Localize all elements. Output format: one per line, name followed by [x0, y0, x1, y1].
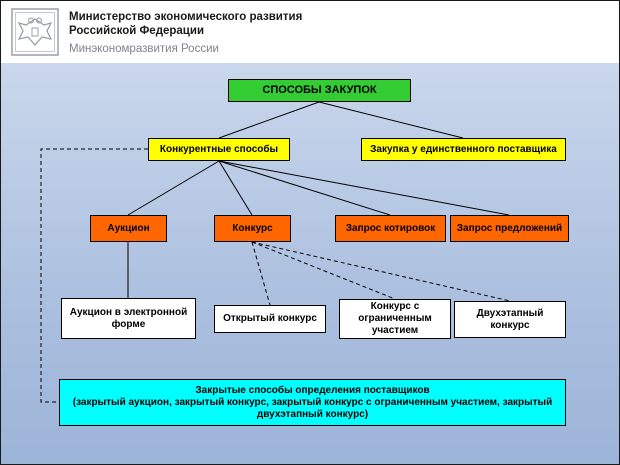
connector-competitive-to-tender — [219, 161, 252, 215]
connector-competitive-to-closed-methods — [41, 149, 148, 402]
box-quote-request — [335, 215, 446, 242]
connector-root-to-competitive — [219, 102, 319, 138]
box-limited-participation-tender-label: Конкурс с ограниченным участием — [358, 301, 432, 336]
ministry-emblem-icon — [11, 8, 59, 56]
box-tender-label: Конкурс — [232, 222, 273, 234]
ministry-short-name: Минэкономразвития России — [69, 43, 219, 55]
box-procurement-methods — [228, 79, 411, 102]
box-open-tender — [214, 305, 326, 333]
header — [1, 1, 619, 63]
connector-competitive-to-auction — [128, 161, 219, 215]
box-limited-participation-tender — [339, 299, 451, 339]
diagram-canvas — [1, 63, 620, 465]
box-electronic-auction — [61, 298, 196, 339]
box-proposal-request-label: Запрос предложений — [456, 222, 563, 234]
box-competitive-methods-label: Конкурентные способы — [159, 143, 279, 155]
box-single-supplier-purchase-label: Закупка у единственного поставщика — [370, 143, 557, 155]
connector-tender-to-two-stage-tender — [252, 242, 510, 301]
box-proposal-request — [450, 215, 569, 242]
box-tender — [214, 215, 291, 242]
box-closed-methods — [59, 379, 566, 426]
ministry-name-line2: Российской Федерации — [69, 25, 205, 37]
box-single-supplier-purchase — [361, 138, 566, 161]
box-procurement-methods-label: СПОСОБЫ ЗАКУПОК — [262, 83, 377, 96]
connector-tender-to-limited-tender — [252, 242, 395, 299]
box-electronic-auction-label: Аукцион в электронной форме — [69, 306, 188, 330]
ministry-name-line1: Министерство экономического развития — [69, 11, 303, 23]
box-auction-label: Аукцион — [107, 222, 150, 234]
box-auction — [90, 215, 167, 242]
box-open-tender-label: Открытый конкурс — [223, 313, 317, 324]
box-closed-methods-title: Закрытые способы определения поставщиков — [195, 384, 430, 396]
box-competitive-methods — [148, 138, 290, 161]
connector-root-to-single-supplier — [319, 102, 463, 138]
box-two-stage-tender-label: Двухэтапный конкурс — [476, 307, 544, 331]
box-closed-methods-detail: (закрытый аукцион, закрытый конкурс, закрытый конкурс с ограниченным участием, закрытый двухэтапный конкурс) — [72, 396, 553, 420]
connector-tender-to-open-tender — [252, 242, 270, 305]
box-quote-request-label: Запрос котировок — [345, 222, 436, 234]
box-two-stage-tender — [454, 301, 566, 338]
